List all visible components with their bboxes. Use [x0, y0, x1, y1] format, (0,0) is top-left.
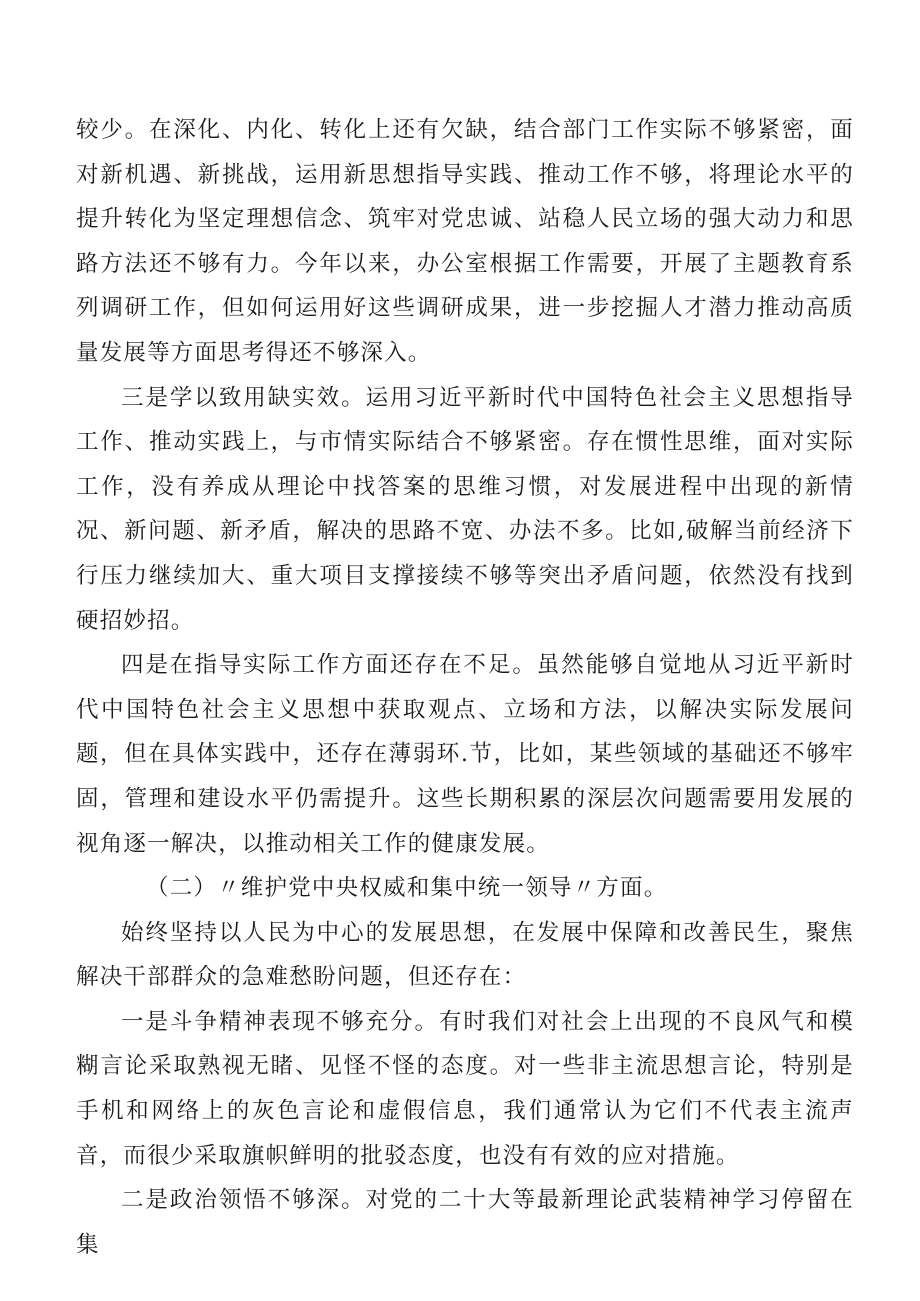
paragraph-point-one: 一是斗争精神表现不够充分。有时我们对社会上出现的不良风气和模糊言论采取熟视无睹、见怪不怪的态度。对一些非主流思想言论，特别是手机和网络上的灰色言论和虚假信息，我们通常认为它们不代表主流声音，而很少采取旗帜鲜明的批驳态度，也没有有效的应对措施。	[76, 1008, 854, 1169]
paragraph-point-four: 四是在指导实际工作方面还存在不足。虽然能够自觉地从习近平新时代中国特色社会主义思想中获取观点、立场和方法，以解决实际发展问题，但在具体实践中，还存在薄弱环.节，比如，某些领域的基础还不够牢固，管理和建设水平仍需提升。这些长期积累的深层次问题需要用发展的视角逐一解决，以推动相关工作的健康发展。	[76, 652, 854, 857]
section-heading: （二）〃维护党中央权威和集中统一领导〃方面。	[146, 875, 668, 902]
paragraph-point-three: 三是学以致用缺实效。运用习近平新时代中国特色社会主义思想指导工作、推动实践上，与市情实际结合不够紧密。存在惯性思维，面对实际工作，没有养成从理论中找答案的思维习惯，对发展进程中出现的新情况、新问题、新矛盾，解决的思路不宽、办法不多。比如,破解当前经济下行压力继续加大、重大项目支撑接续不够等突出矛盾问题，依然没有找到硬招妙招。	[76, 384, 854, 634]
paragraph-continuation: 较少。在深化、内化、转化上还有欠缺，结合部门工作实际不够紧密，面对新机遇、新挑战，运用新思想指导实践、推动工作不够，将理论水平的提升转化为坚定理想信念、筑牢对党忠诚、站稳人民立场的强大动力和思路方法还不够有力。今年以来，办公室根据工作需要，开展了主题教育系列调研工作，但如何运用好这些调研成果，进一步挖掘人才潜力推动高质量发展等方面思考得还不够深入。	[76, 117, 854, 366]
document-body	[76, 108, 854, 1267]
paragraph-intro: 始终坚持以人民为中心的发展思想，在发展中保障和改善民生，聚焦解决干部群众的急难愁盼问题，但还存在：	[76, 919, 854, 991]
paragraph-point-two: 二是政治领悟不够深。对党的二十大等最新理论武装精神学习停留在集	[76, 1187, 854, 1258]
